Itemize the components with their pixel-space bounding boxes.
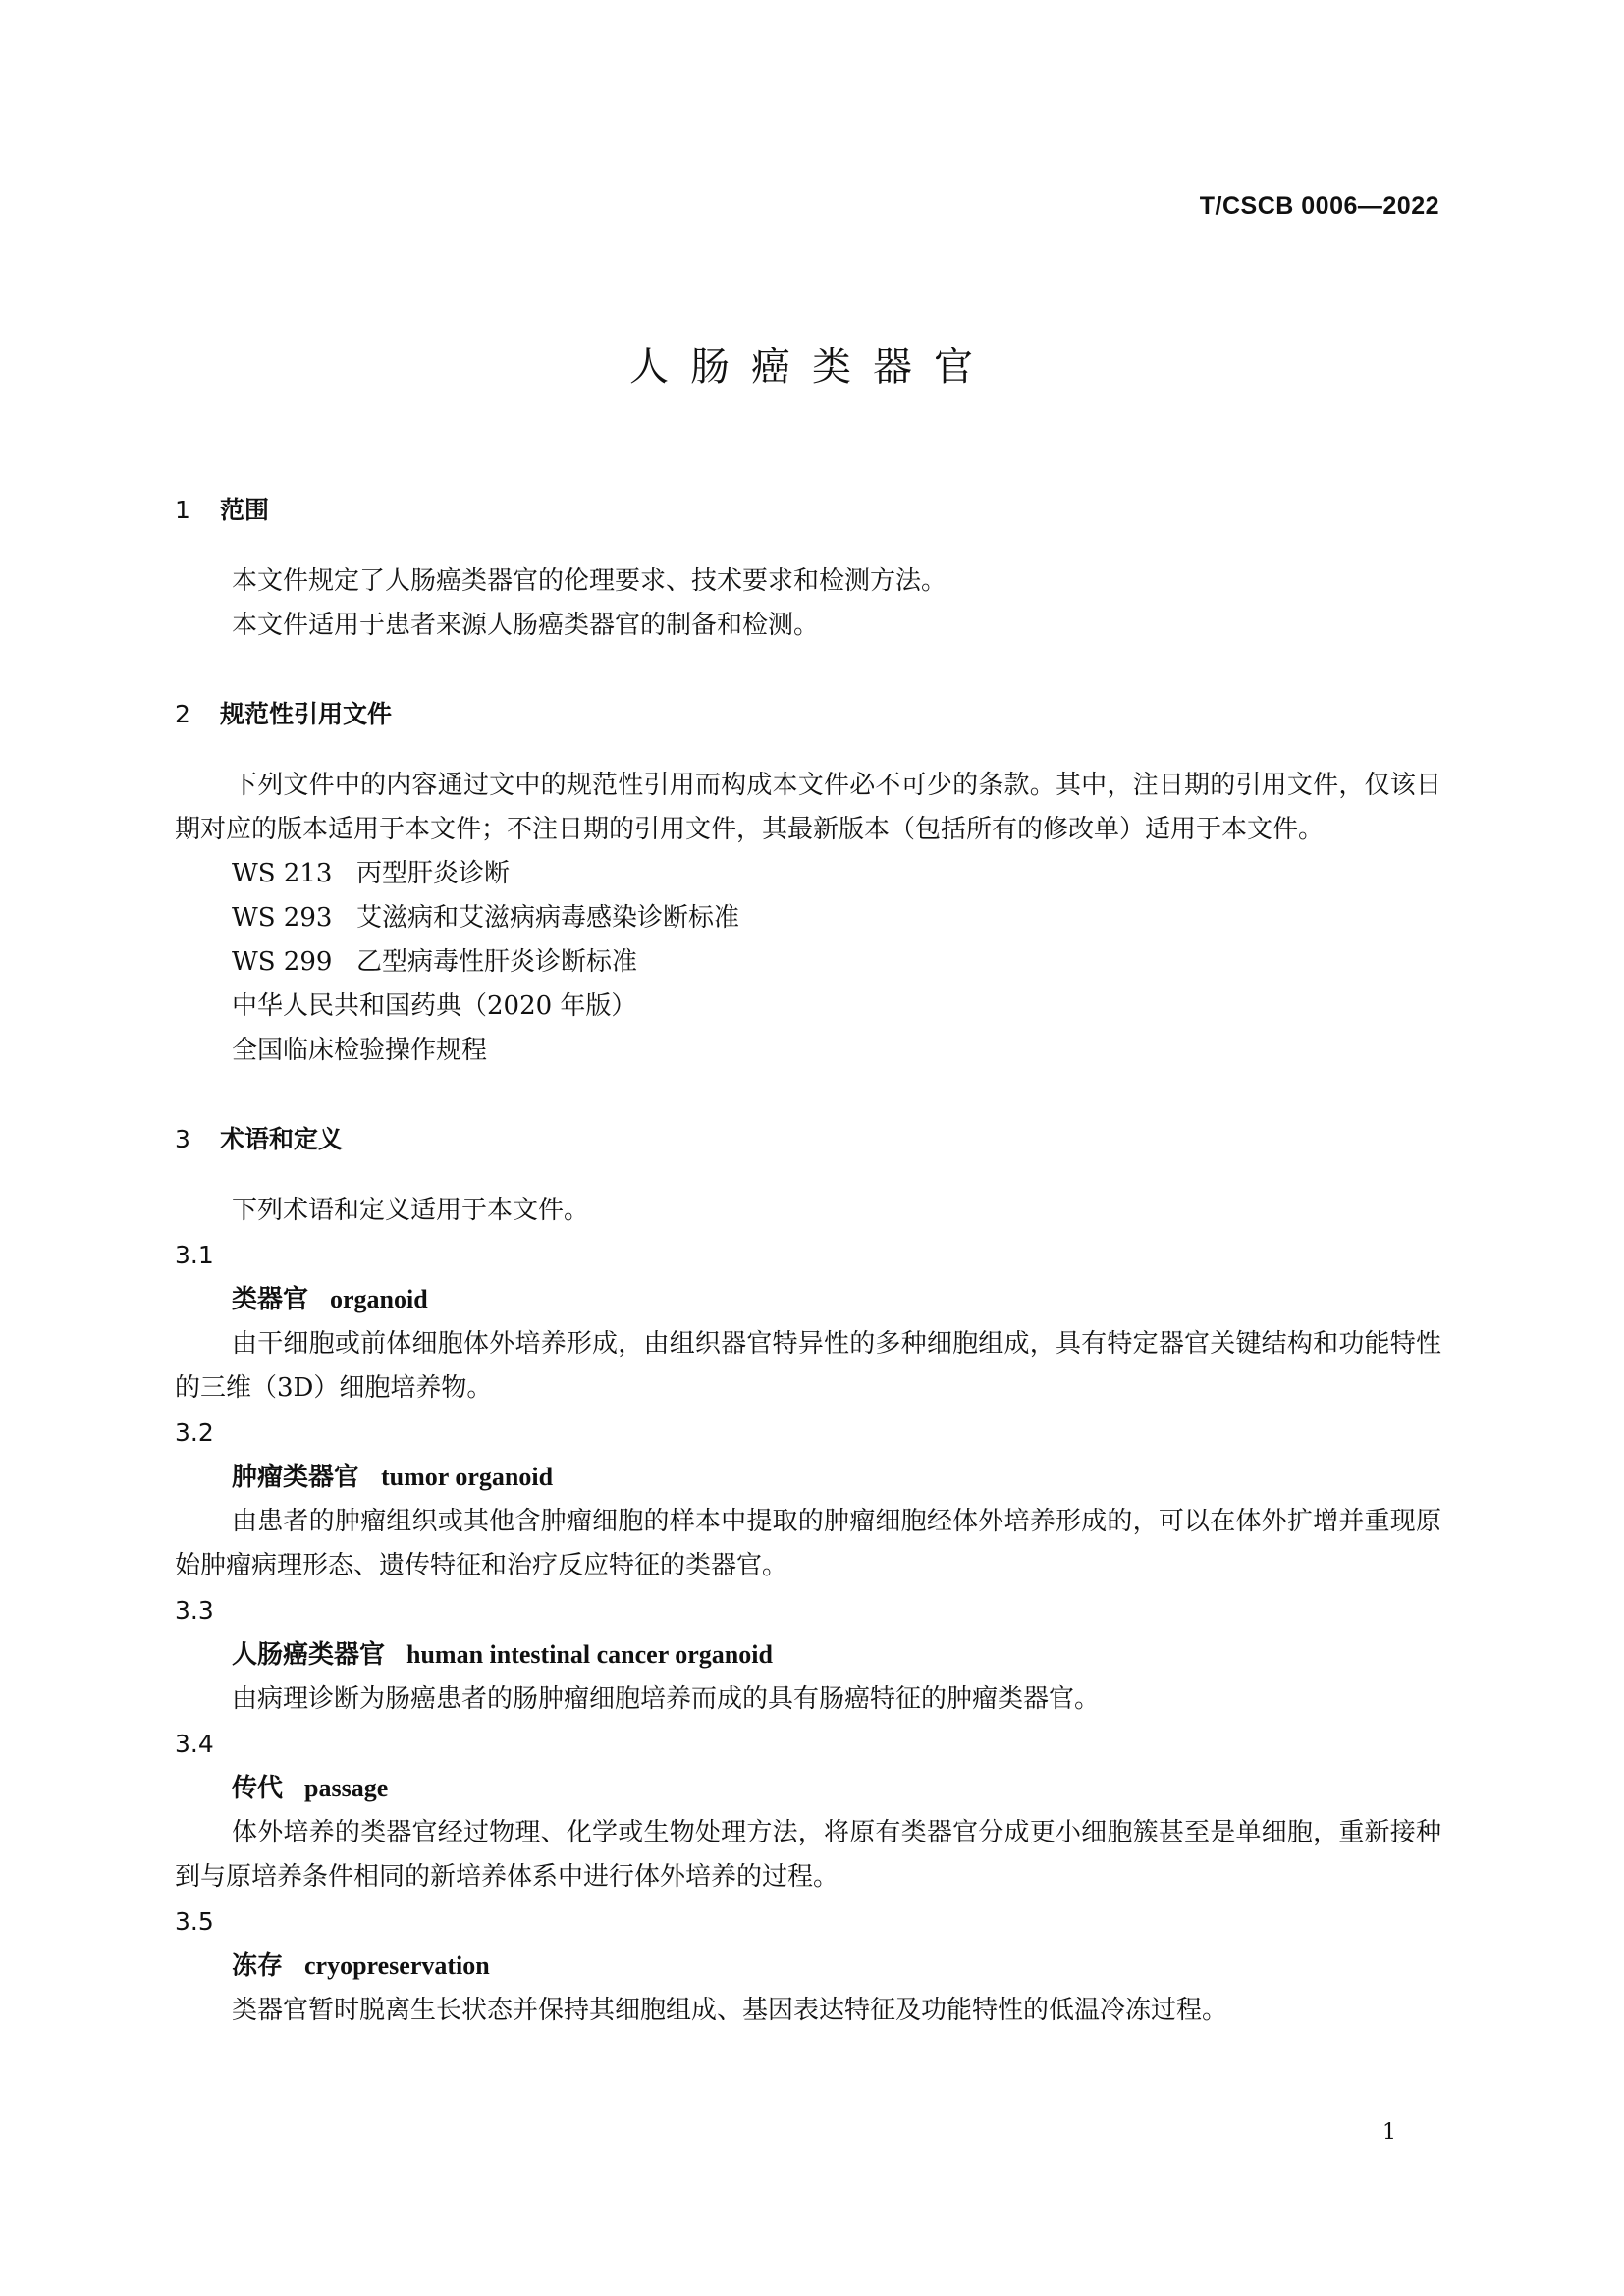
document-body xyxy=(175,491,1441,2033)
term-number: 3.4 xyxy=(175,1730,214,1758)
section-title: 术语和定义 xyxy=(220,1125,344,1153)
term-heading xyxy=(175,1632,1441,1678)
reference-item xyxy=(175,852,1441,896)
term-english: passage xyxy=(304,1774,389,1802)
reference-title: 艾滋病和艾滋病病毒感染诊断标准 xyxy=(356,903,740,933)
section-number: 3 xyxy=(175,1125,190,1153)
term-heading xyxy=(175,1766,1441,1811)
term-chinese: 人肠癌类器官 xyxy=(232,1640,386,1670)
term-entry xyxy=(175,1411,1441,1588)
term-english: human intestinal cancer organoid xyxy=(406,1640,773,1669)
term-number: 3.5 xyxy=(175,1907,214,1936)
term-definition: 由患者的肿瘤组织或其他含肿瘤细胞的样本中提取的肿瘤细胞经体外培养形成的，可以在体外扩增并重现原始肿瘤病理形态、遗传特征和治疗反应特征的类器官。 xyxy=(175,1507,1441,1580)
term-number: 3.1 xyxy=(175,1241,214,1269)
reference-title: 乙型病毒性肝炎诊断标准 xyxy=(356,947,638,977)
reference-item xyxy=(175,896,1441,940)
term-chinese: 类器官 xyxy=(232,1285,309,1314)
term-definition: 由干细胞或前体细胞体外培养形成，由组织器官特异性的多种细胞组成，具有特定器官关键结构和功能特性的三维（3D）细胞培养物。 xyxy=(175,1329,1441,1403)
reference-code: WS 299 xyxy=(232,947,333,977)
paragraph: 下列文件中的内容通过文中的规范性引用而构成本文件必不可少的条款。其中，注日期的引用文件，仅该日期对应的版本适用于本文件；不注日期的引用文件，其最新版本（包括所有的修改单）适用于本文件。 xyxy=(175,771,1441,844)
term-chinese: 冻存 xyxy=(232,1951,284,1981)
section-heading-scope xyxy=(175,491,1441,530)
term-english: tumor organoid xyxy=(381,1463,554,1491)
paragraph: 下列术语和定义适用于本文件。 xyxy=(232,1196,590,1225)
term-heading xyxy=(175,1277,1441,1322)
term-english: organoid xyxy=(330,1285,428,1313)
term-number: 3.3 xyxy=(175,1596,214,1625)
reference-item: 全国临床检验操作规程 xyxy=(232,1036,488,1065)
term-heading xyxy=(175,1944,1441,1989)
reference-code: WS 213 xyxy=(232,859,333,888)
section-number: 1 xyxy=(175,496,190,524)
term-definition: 由病理诊断为肠癌患者的肠肿瘤细胞培养而成的具有肠癌特征的肿瘤类器官。 xyxy=(232,1684,1101,1714)
term-chinese: 肿瘤类器官 xyxy=(232,1463,360,1492)
reference-item: 中华人民共和国药典（2020 年版） xyxy=(232,991,637,1021)
section-number: 2 xyxy=(175,700,190,728)
section-title: 范围 xyxy=(220,496,270,524)
standard-code: T/CSCB 0006—2022 xyxy=(1199,192,1439,220)
reference-item xyxy=(175,940,1441,985)
paragraph: 本文件适用于患者来源人肠癌类器官的制备和检测。 xyxy=(232,611,820,640)
term-entry xyxy=(175,1233,1441,1411)
page-number: 1 xyxy=(1382,2120,1396,2145)
paragraph: 本文件规定了人肠癌类器官的伦理要求、技术要求和检测方法。 xyxy=(232,566,947,596)
term-english: cryopreservation xyxy=(304,1951,490,1980)
section-heading-terms-definitions xyxy=(175,1120,1441,1159)
term-entry xyxy=(175,1722,1441,1899)
term-definition: 类器官暂时脱离生长状态并保持其细胞组成、基因表达特征及功能特性的低温冷冻过程。 xyxy=(232,1996,1228,2025)
term-entry xyxy=(175,1588,1441,1722)
section-title: 规范性引用文件 xyxy=(220,700,393,728)
term-chinese: 传代 xyxy=(232,1774,284,1803)
term-heading xyxy=(175,1455,1441,1500)
section-heading-normative-references xyxy=(175,695,1441,734)
term-entry xyxy=(175,1899,1441,2033)
reference-code: WS 293 xyxy=(232,903,333,933)
term-number: 3.2 xyxy=(175,1418,214,1447)
document-title: 人肠癌类器官 xyxy=(629,345,995,390)
reference-title: 丙型肝炎诊断 xyxy=(356,859,511,888)
term-definition: 体外培养的类器官经过物理、化学或生物处理方法，将原有类器官分成更小细胞簇甚至是单细胞，重新接种到与原培养条件相同的新培养体系中进行体外培养的过程。 xyxy=(175,1818,1441,1892)
